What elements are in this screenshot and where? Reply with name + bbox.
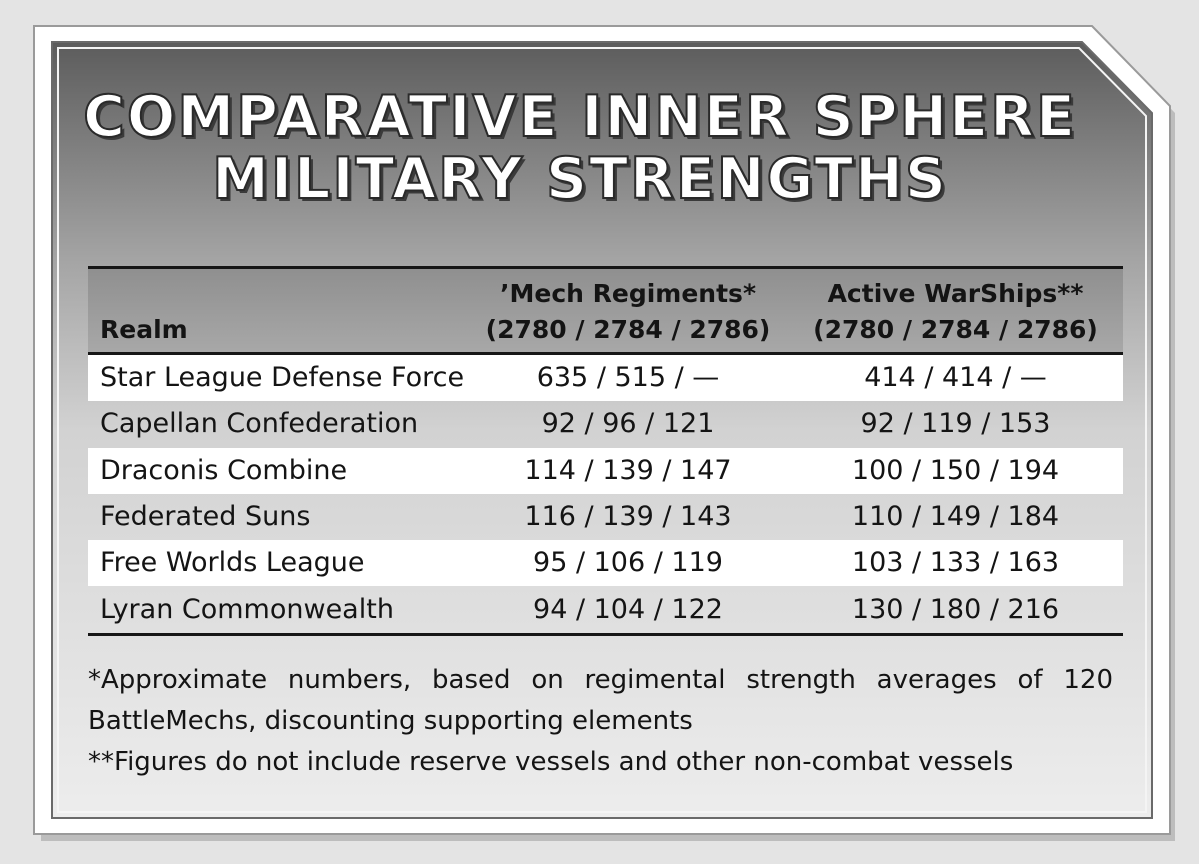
mech-cell: 94 / 104 / 122 xyxy=(533,593,723,625)
title-line-1: COMPARATIVE INNER SPHERE xyxy=(83,84,1077,150)
mech-cell: 116 / 139 / 143 xyxy=(524,501,732,533)
header-mech-line1: ’Mech Regiments* xyxy=(499,279,757,308)
realm-cell: Star League Defense Force xyxy=(88,354,468,402)
mech-cell: 635 / 515 / — xyxy=(468,354,788,402)
military-strength-table xyxy=(88,266,1123,636)
table-row xyxy=(88,401,1123,447)
table-row xyxy=(88,586,1123,634)
table-row xyxy=(88,448,1123,494)
title-line-2: MILITARY STRENGTHS xyxy=(212,146,948,212)
header-mech-regiments xyxy=(468,268,788,354)
header-warships-line2: (2780 / 2784 / 2786) xyxy=(813,315,1098,344)
warships-cell: 100 / 150 / 194 xyxy=(788,448,1123,494)
mech-cell: 95 / 106 / 119 xyxy=(468,540,788,586)
warships-cell: 92 / 119 / 153 xyxy=(860,408,1051,440)
mech-cell: 92 / 96 / 121 xyxy=(541,408,715,440)
table-row xyxy=(88,354,1123,402)
warships-cell: 103 / 133 / 163 xyxy=(788,540,1123,586)
table-row xyxy=(88,540,1123,586)
warships-cell: 110 / 149 / 184 xyxy=(851,501,1060,533)
realm-cell: Capellan Confederation xyxy=(100,408,419,440)
table-header-row xyxy=(88,268,1123,354)
realm-cell: Draconis Combine xyxy=(88,448,468,494)
warships-cell: 414 / 414 / — xyxy=(788,354,1123,402)
table-row xyxy=(88,494,1123,540)
header-mech-line2: (2780 / 2784 / 2786) xyxy=(485,315,771,344)
mech-cell: 114 / 139 / 147 xyxy=(468,448,788,494)
realm-cell: Federated Suns xyxy=(100,501,311,533)
realm-cell: Lyran Commonwealth xyxy=(100,593,394,625)
footnote-mech: *Approximate numbers, based on regimental strength averages of 120 BattleMechs, discounting supporting elements xyxy=(88,665,1113,736)
footnote-warships: **Figures do not include reserve vessels and other non-combat vessels xyxy=(88,747,1014,777)
header-warships-line1: Active WarShips** xyxy=(827,279,1084,308)
warships-cell: 130 / 180 / 216 xyxy=(851,593,1060,625)
footnotes xyxy=(88,660,1113,783)
header-active-warships xyxy=(788,268,1123,354)
realm-cell: Free Worlds League xyxy=(88,540,468,586)
header-realm: Realm xyxy=(100,315,188,344)
